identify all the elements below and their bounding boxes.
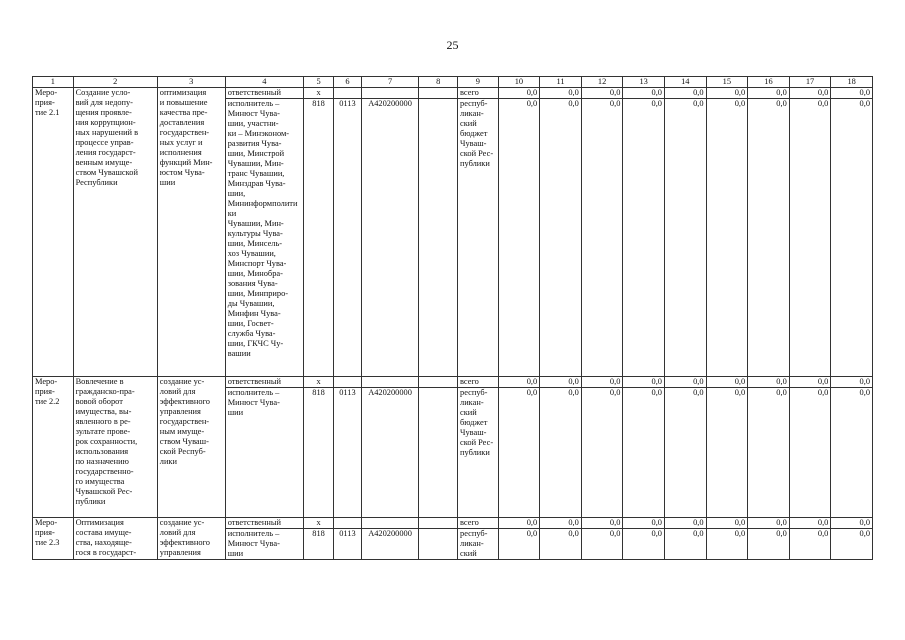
value-cell: 0,0 [540, 377, 582, 388]
value-cell: 0,0 [540, 99, 582, 377]
funding-source-budget: респуб- ликан- ский [458, 529, 499, 560]
column-number: 15 [706, 77, 748, 88]
x-mark: x [303, 88, 333, 99]
value-cell: 0,0 [789, 529, 831, 560]
event-goal: создание ус- ловий для эффективного управления государствен- ным имуще- ством Чуваш- ской Респуб- лики [157, 377, 225, 518]
funding-source-budget: респуб- ликан- ский бюджет Чуваш- ской Рес- публики [458, 99, 499, 377]
value-cell: 0,0 [706, 529, 748, 560]
executor-title: ответственный [225, 88, 303, 99]
value-cell: 0,0 [789, 518, 831, 529]
column-number: 18 [831, 77, 873, 88]
value-cell: 0,0 [664, 518, 706, 529]
value-cell: 0,0 [664, 377, 706, 388]
grbs-code: 818 [303, 388, 333, 518]
table-row [33, 88, 873, 99]
value-cell: 0,0 [581, 529, 623, 560]
value-cell: 0,0 [581, 377, 623, 388]
value-cell: 0,0 [623, 388, 665, 518]
value-cell: 0,0 [664, 88, 706, 99]
value-cell: 0,0 [498, 99, 540, 377]
value-cell: 0,0 [540, 388, 582, 518]
value-cell: 0,0 [498, 518, 540, 529]
column-number: 11 [540, 77, 582, 88]
column-number: 9 [458, 77, 499, 88]
value-cell: 0,0 [706, 518, 748, 529]
value-cell: 0,0 [581, 518, 623, 529]
value-cell: 0,0 [748, 388, 790, 518]
event-number: Меро- прия- тие 2.2 [33, 377, 74, 518]
rz-code: 0113 [334, 388, 361, 518]
value-cell: 0,0 [581, 99, 623, 377]
vr-code [419, 388, 458, 518]
event-goal: создание ус- ловий для эффективного управления [157, 518, 225, 560]
column-number: 12 [581, 77, 623, 88]
grbs-code: 818 [303, 529, 333, 560]
column-number: 14 [664, 77, 706, 88]
rz-code: 0113 [334, 99, 361, 377]
event-goal: оптимизация и повышение качества пре- доставления государствен- ных услуг и исполнения функций Мин- юстом Чува- шии [157, 88, 225, 377]
funding-source-total: всего [458, 377, 499, 388]
funding-source-total: всего [458, 88, 499, 99]
rz-code: 0113 [334, 529, 361, 560]
executor-title: ответственный [225, 518, 303, 529]
value-cell: 0,0 [748, 529, 790, 560]
value-cell: 0,0 [831, 518, 873, 529]
value-cell: 0,0 [540, 518, 582, 529]
column-number: 6 [334, 77, 361, 88]
value-cell: 0,0 [748, 88, 790, 99]
event-number: Меро- прия- тие 2.3 [33, 518, 74, 560]
value-cell: 0,0 [706, 388, 748, 518]
value-cell: 0,0 [623, 529, 665, 560]
value-cell: 0,0 [664, 388, 706, 518]
value-cell: 0,0 [623, 99, 665, 377]
column-number: 8 [419, 77, 458, 88]
value-cell: 0,0 [789, 388, 831, 518]
executor-list: исполнитель – Минюст Чува- шии [225, 388, 303, 518]
value-cell: 0,0 [498, 529, 540, 560]
column-number: 13 [623, 77, 665, 88]
table-row [33, 518, 873, 529]
csr-code: А420200000 [361, 388, 419, 518]
column-number: 16 [748, 77, 790, 88]
value-cell: 0,0 [831, 388, 873, 518]
event-name: Создание усло- вий для недопу- щения проявле- ния коррупцион- ных нарушений в процессе управ- ления государст- венным имуще- ством Чувашской Республики [73, 88, 157, 377]
value-cell: 0,0 [498, 88, 540, 99]
table-row [33, 377, 873, 388]
x-mark: x [303, 377, 333, 388]
funding-source-total: всего [458, 518, 499, 529]
value-cell: 0,0 [748, 99, 790, 377]
column-number: 7 [361, 77, 419, 88]
value-cell: 0,0 [831, 99, 873, 377]
value-cell: 0,0 [581, 88, 623, 99]
event-number: Меро- прия- тие 2.1 [33, 88, 74, 377]
value-cell: 0,0 [831, 88, 873, 99]
x-mark: x [303, 518, 333, 529]
value-cell: 0,0 [831, 529, 873, 560]
page-number: 25 [446, 38, 459, 52]
value-cell: 0,0 [664, 99, 706, 377]
value-cell: 0,0 [831, 377, 873, 388]
value-cell: 0,0 [789, 377, 831, 388]
event-name: Оптимизация состава имуще- ства, находяще- гося в государст- [73, 518, 157, 560]
column-number: 1 [33, 77, 74, 88]
column-number-row [33, 77, 873, 88]
value-cell: 0,0 [748, 518, 790, 529]
value-cell: 0,0 [581, 388, 623, 518]
column-number: 17 [789, 77, 831, 88]
csr-code: А420200000 [361, 529, 419, 560]
value-cell: 0,0 [540, 88, 582, 99]
value-cell: 0,0 [498, 388, 540, 518]
value-cell: 0,0 [623, 377, 665, 388]
value-cell: 0,0 [498, 377, 540, 388]
value-cell: 0,0 [664, 529, 706, 560]
csr-code: А420200000 [361, 99, 419, 377]
value-cell: 0,0 [706, 99, 748, 377]
value-cell: 0,0 [706, 88, 748, 99]
event-name: Вовлечение в гражданско-пра- вовой оборот имущества, вы- явленного в ре- зультате прове- рок сохранности, использования по назначению государственно- го имущества Чувашской Рес- публики [73, 377, 157, 518]
value-cell: 0,0 [789, 88, 831, 99]
funding-source-budget: респуб- ликан- ский бюджет Чуваш- ской Рес- публики [458, 388, 499, 518]
value-cell: 0,0 [789, 99, 831, 377]
executor-title: ответственный [225, 377, 303, 388]
vr-code [419, 99, 458, 377]
column-number: 5 [303, 77, 333, 88]
column-number: 3 [157, 77, 225, 88]
value-cell: 0,0 [623, 88, 665, 99]
value-cell: 0,0 [748, 377, 790, 388]
value-cell: 0,0 [623, 518, 665, 529]
grbs-code: 818 [303, 99, 333, 377]
column-number: 10 [498, 77, 540, 88]
column-number: 2 [73, 77, 157, 88]
executor-list: исполнитель – Минюст Чува- шии, участни- ки – Минэконом- развития Чува- шии, Минстрой Чувашии, Мин- транс Чувашии, Минздрав Чува- шии, Мининформполитики Чувашии, Мин- культуры Чува- шии, Минсель- хоз Чувашии, Минспорт Чува- шии, Минобра- зования Чува- шии, Минприро- ды Чувашии, Минфин Чува- шии, Госвет- служба Чува- шии, ГКЧС Чу- вашии [225, 99, 303, 377]
value-cell: 0,0 [540, 529, 582, 560]
vr-code [419, 529, 458, 560]
executor-list: исполнитель – Минюст Чува- шии [225, 529, 303, 560]
column-number: 4 [225, 77, 303, 88]
value-cell: 0,0 [706, 377, 748, 388]
program-table [32, 76, 873, 560]
